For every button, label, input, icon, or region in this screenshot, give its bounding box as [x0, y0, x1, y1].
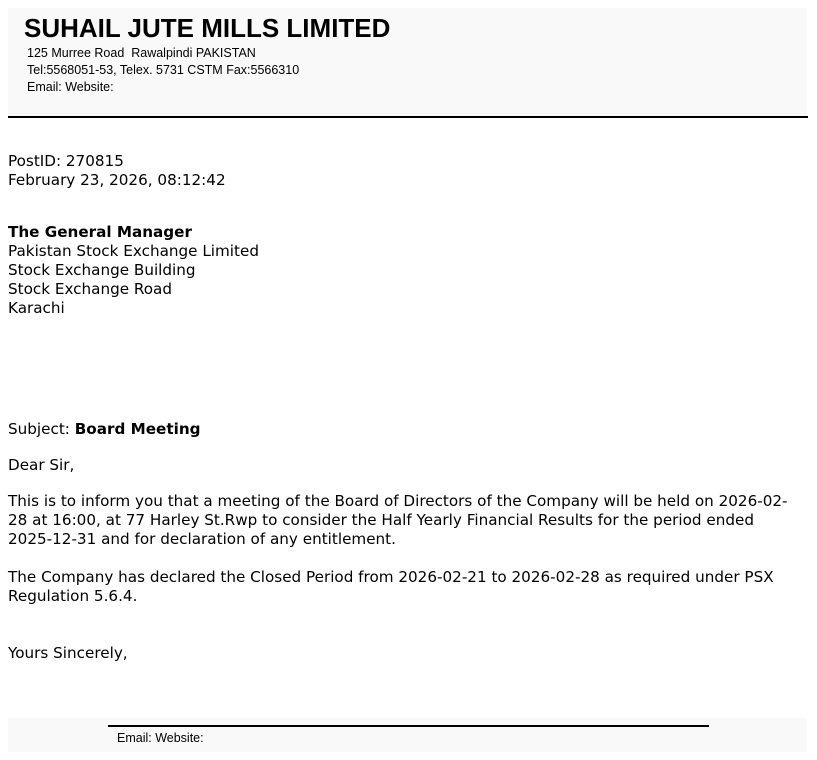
body-paragraph: The Company has declared the Closed Period from 2026-02-21 to 2026-02-28 as required under PSX Regulation 5.6.4. — [8, 568, 774, 605]
post-id: PostID: 270815 — [8, 152, 124, 170]
company-name: SUHAIL JUTE MILLS LIMITED — [24, 13, 391, 43]
subject-value: Board Meeting — [74, 420, 201, 438]
letterhead — [8, 8, 807, 116]
footer — [8, 718, 807, 752]
recipient-line: Stock Exchange Road — [8, 280, 173, 298]
recipient-line: Pakistan Stock Exchange Limited — [8, 242, 259, 260]
recipient-line: Karachi — [8, 299, 65, 317]
header-divider — [8, 116, 808, 118]
company-phone-fax: Tel:5568051-53, Telex. 5731 CSTM Fax:5566310 — [27, 63, 300, 77]
post-datetime: February 23, 2026, 08:12:42 — [8, 171, 226, 189]
footer-divider — [108, 725, 709, 727]
company-address: 125 Murree Road Rawalpindi PAKISTAN — [27, 46, 256, 60]
subject-line — [8, 420, 201, 439]
recipient-line: Stock Exchange Building — [8, 261, 196, 279]
footer-email-website: Email: Website: — [117, 731, 204, 745]
salutation: Dear Sir, — [8, 456, 75, 474]
recipient-title: The General Manager — [8, 223, 192, 241]
body-paragraph: This is to inform you that a meeting of the Board of Directors of the Company will be held on 2026-02-28 at 16:00, at 77 Harley St.Rwp to consider the Half Yearly Financial Results for the period ended 2025-12-31 and for declaration of any entitlement. — [8, 492, 788, 548]
company-email-website: Email: Website: — [27, 80, 114, 94]
closing: Yours Sincerely, — [8, 644, 128, 662]
subject-label: Subject: — [8, 420, 75, 438]
